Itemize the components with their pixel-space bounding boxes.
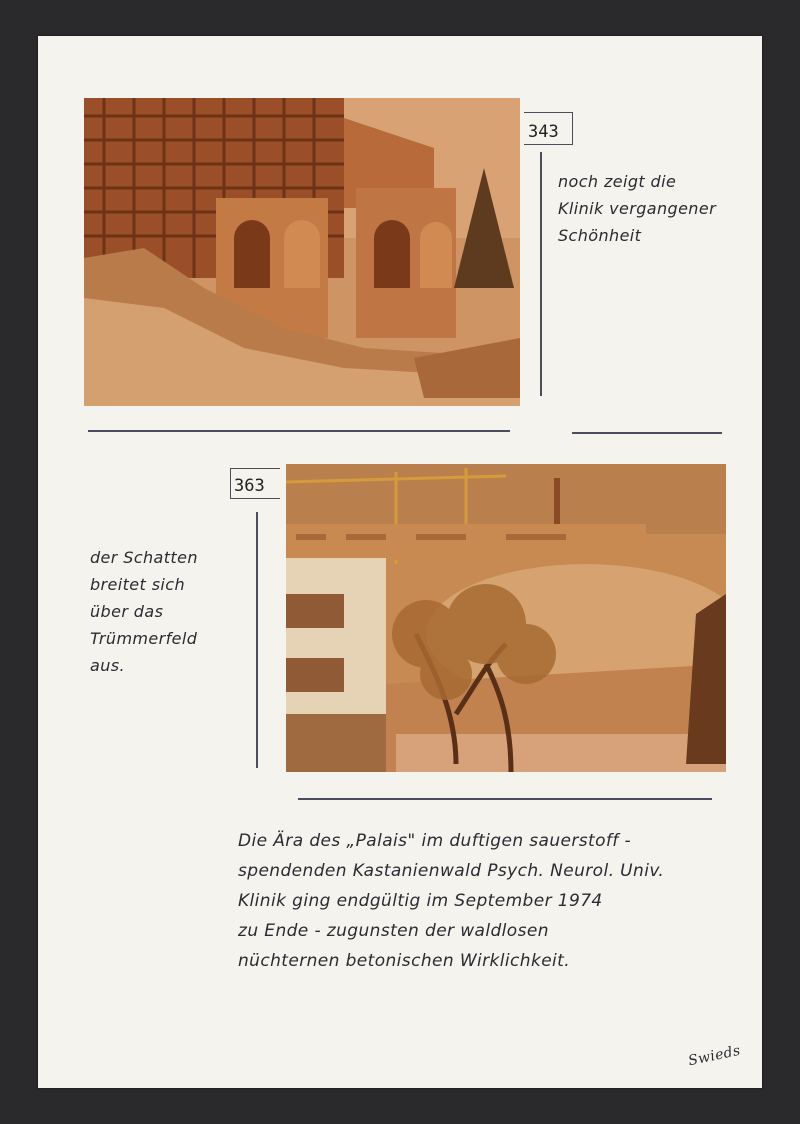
main-handwritten-text [238,826,664,976]
caption-photo-363 [90,544,198,679]
caption-line: Trümmerfeld [90,629,198,648]
number-box-top-2 [230,468,280,469]
text-line: nüchternen betonischen Wirklichkeit. [238,951,571,971]
photo-demolished-clinic [84,98,520,406]
photo-demolished-clinic-image [84,98,520,406]
photo-rubble-field [286,464,726,772]
number-box-top-1 [524,112,572,113]
text-line: spendenden Kastanienwald Psych. Neurol. Univ. [238,861,665,881]
photo-rubble-field-image [286,464,726,772]
divider-right [572,432,722,434]
photo-number-363: 363 [234,476,265,496]
photo-number-343: 343 [528,122,559,142]
caption-line: Klinik vergangener [558,199,717,218]
album-page [38,36,762,1088]
text-line: zu Ende - zugunsten der waldlosen [238,921,549,941]
caption-line: noch zeigt die [558,172,677,191]
divider-bottom [298,798,712,800]
text-line: Die Ära des „Palais" im duftigen sauerstoff - [238,831,632,851]
caption-line: breitet sich [90,575,186,594]
number-box-bottom-1 [524,144,572,145]
caption-line: Schönheit [558,226,642,245]
vertical-rule-1 [540,152,542,396]
number-box-side-1 [572,112,573,145]
number-box-bottom-2 [230,498,280,499]
caption-line: über das [90,602,164,621]
number-box-side-2 [230,468,231,499]
vertical-rule-2 [256,512,258,768]
caption-photo-343 [558,168,716,249]
caption-line: aus. [90,656,125,675]
signature: Swieds [686,1042,742,1070]
text-line: Klinik ging endgültig im September 1974 [238,891,603,911]
caption-line: der Schatten [90,548,198,567]
divider-left [88,430,510,432]
